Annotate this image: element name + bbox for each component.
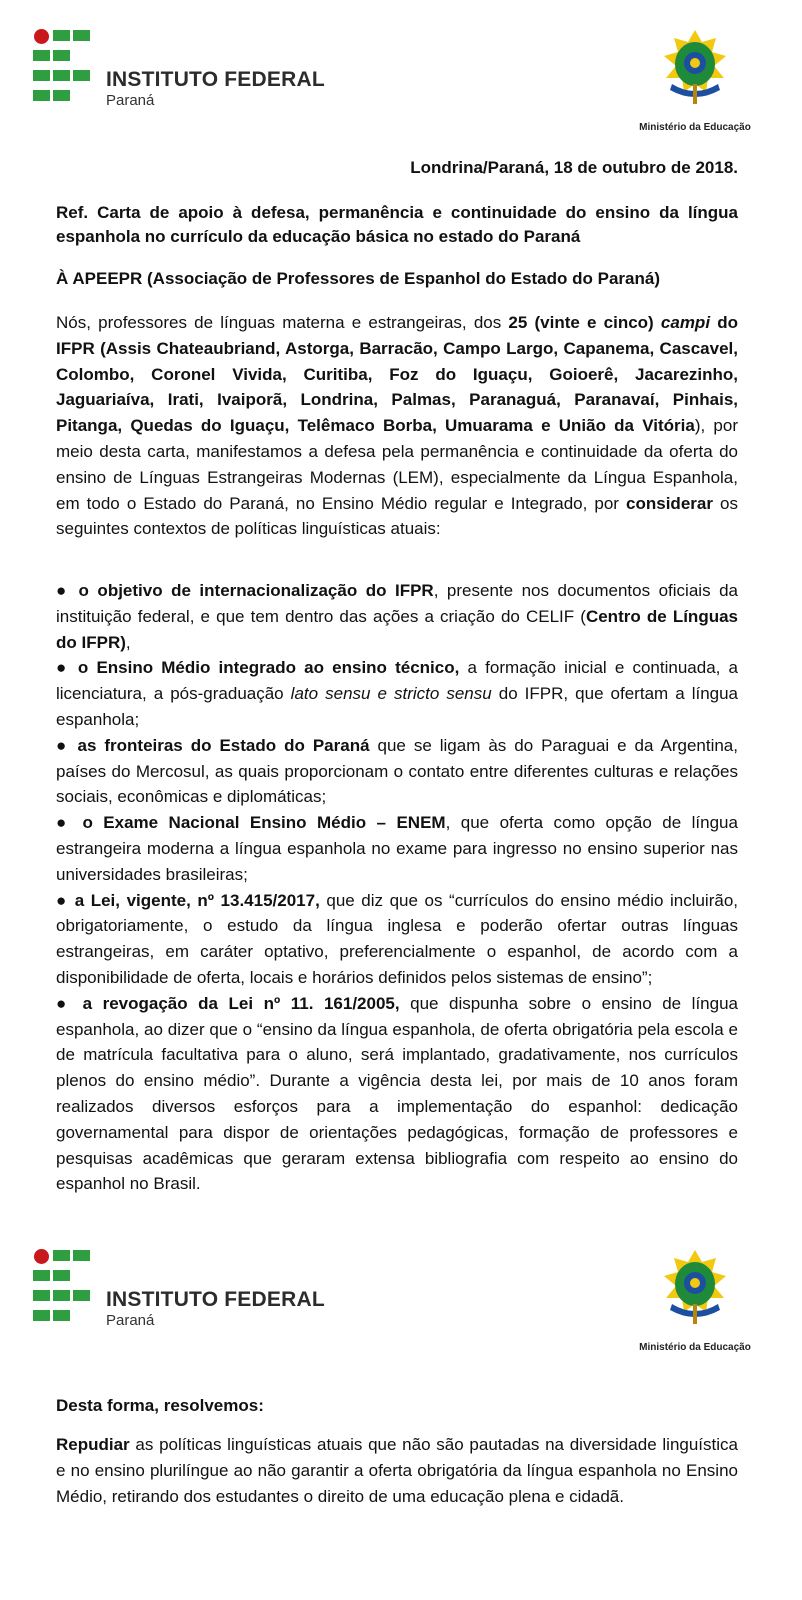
list-item: ● as fronteiras do Estado do Paraná que se ligam às do Paraguai e da Argentina, países do Mercosul, as quais proporcionam o contato entre diferentes culturas e relações sociais, econômicas e diplomáticas;	[56, 735, 738, 807]
institution-name: INSTITUTO FEDERAL	[106, 68, 325, 91]
ministry-logo	[630, 1248, 760, 1358]
repudiar-paragraph: Repudiar as políticas linguísticas atuais que não são pautadas na diversidade linguística e no ensino plurilíngue ao não garantir a oferta obrigatória da língua espanhola no Ensino Médio, retirando dos estudantes o direito de uma educação plena e cidadã.	[56, 1435, 738, 1506]
list-item: ● a revogação da Lei nº 11. 161/2005, que dispunha sobre o ensino de língua espanhola, ao dizer que o “ensino da língua espanhola, de oferta obrigatória pela escola e de matrícula facultativa para o aluno, será implantado, gradativamente, nos currículos plenos do ensino médio”. Durante a vigência desta lei, por mais de 10 anos foram realizados diversos esforços para a implementação do espanhol: dedicação governamental para dispor de orientações pedagógicas, formação de professores e pesquisas acadêmicas que geraram extensa bibliografia com respeito ao ensino do espanhol no Brasil.	[56, 993, 738, 1194]
ministry-label: Ministério da Educação	[639, 1342, 751, 1353]
institution-name: INSTITUTO FEDERAL	[106, 1288, 325, 1311]
resolution-heading: Desta forma, resolvemos:	[56, 1396, 264, 1415]
list-item: ● o Ensino Médio integrado ao ensino técnico, a formação inicial e continuada, a licenciatura, a pós-graduação lato sensu e stricto sensu do IFPR, que ofertam a língua espanhola;	[56, 658, 739, 729]
bullet-list	[56, 578, 738, 1197]
list-item: ● o objetivo de internacionalização do IFPR, presente nos documentos oficiais da instituição federal, e que tem dentro das ações a criação do CELIF (Centro de Línguas do IFPR),	[56, 581, 738, 652]
institution-subtitle: Paraná	[106, 1312, 155, 1329]
list-item: ● o Exame Nacional Ensino Médio – ENEM, que oferta como opção de língua estrangeira moderna a língua espanhola no exame para ingresso no ensino superior nas universidades brasileiras;	[56, 813, 738, 884]
ministry-logo	[630, 28, 760, 138]
ministry-label: Ministério da Educação	[639, 122, 751, 133]
page-header	[0, 26, 802, 136]
coat-of-arms-icon	[658, 28, 732, 108]
institution-subtitle: Paraná	[106, 92, 155, 109]
coat-of-arms-icon	[658, 1248, 732, 1328]
intro-paragraph: Nós, professores de línguas materna e estrangeiras, dos 25 (vinte e cinco) campi do IFPR (Assis Chateaubriand, Astorga, Barracão, Campo Largo, Capanema, Cascavel, Colombo, Coronel Vivida, Curitiba, Foz do Iguaçu, Goioerê, Jacarezinho, Jaguariaíva, Irati, Ivaiporã, Londrina, Palmas, Paranaguá, Paranavaí, Pinhais, Pitanga, Quedas do Iguaçu, Telêmaco Borba, Umuarama e União da Vitória), por meio desta carta, manifestamos a defesa pela permanência e continuidade da oferta do ensino de Línguas Estrangeiras Modernas (LEM), especialmente da Língua Espanhola, em todo o Estado do Paraná, no Ensino Médio regular e Integrado, por considerar os seguintes contextos de políticas linguísticas atuais:	[56, 313, 738, 539]
reference-line: Ref. Carta de apoio à defesa, permanência e continuidade do ensino da língua espanhola no currículo da educação básica no estado do Paraná	[56, 203, 738, 246]
list-item: ● a Lei, vigente, nº 13.415/2017, que diz que os “currículos do ensino médio incluirão, obrigatoriamente, o estudo da língua inglesa e poderão ofertar outras línguas estrangeiras, em caráter optativo, preferencialmente o espanhol, de acordo com a disponibilidade de oferta, locais e horários definidos pelos sistemas de ensino”;	[56, 890, 739, 987]
page-header-2	[0, 1246, 802, 1356]
recipient-line: À APEEPR (Associação de Professores de Espanhol do Estado do Paraná)	[56, 269, 660, 288]
date-line: Londrina/Paraná, 18 de outubro de 2018.	[410, 158, 738, 177]
